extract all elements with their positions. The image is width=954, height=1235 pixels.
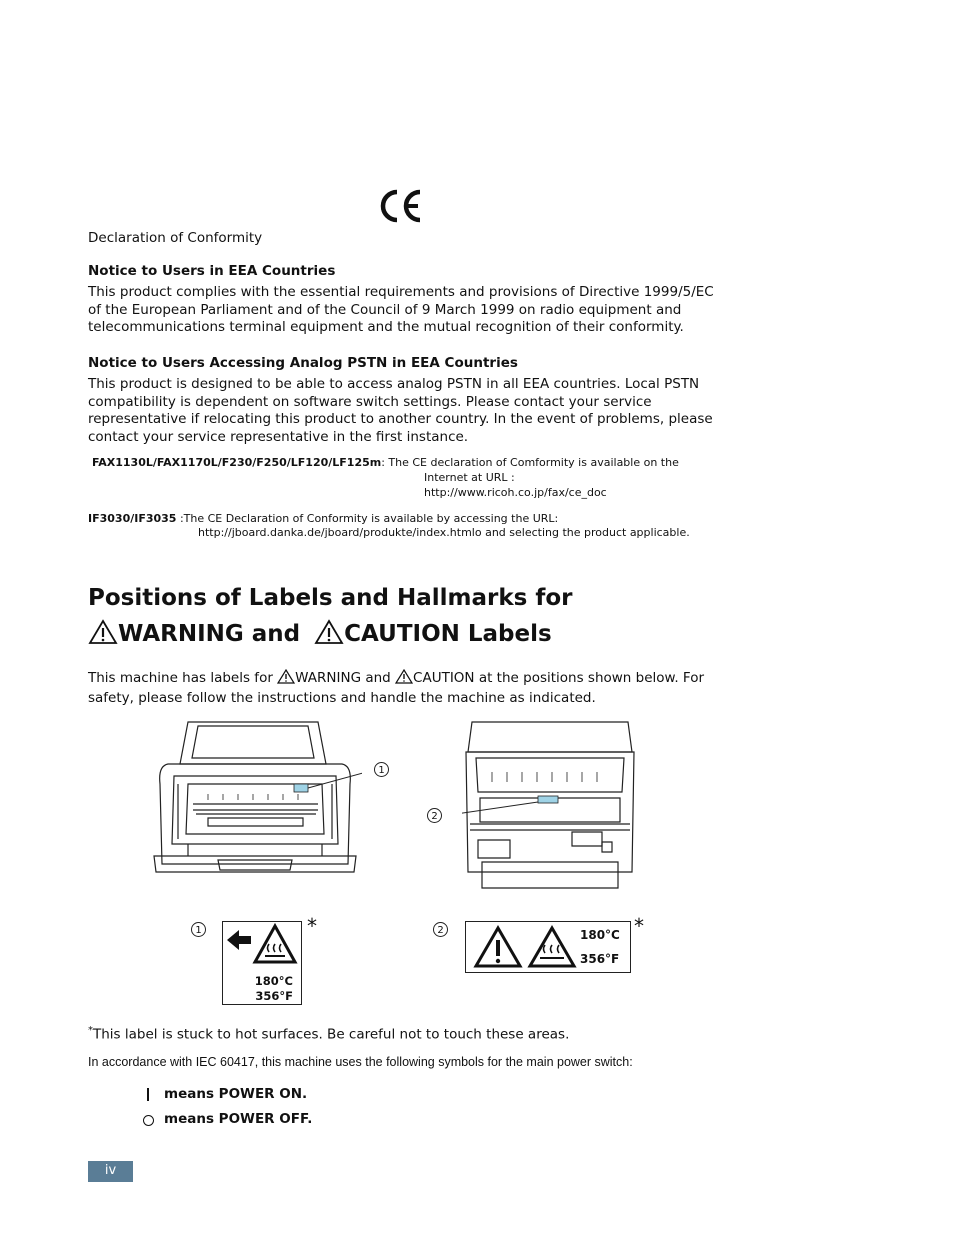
fax-models: FAX1130L/FAX1170L/F230/F250/LF120/LF125m <box>92 456 382 469</box>
eea-paragraph <box>88 284 748 337</box>
warning-triangle-icon <box>88 619 118 656</box>
if-models-note <box>88 512 558 527</box>
fax-url-link[interactable]: http://www.ricoh.co.jp/fax/ce_doc <box>424 486 607 499</box>
caution-triangle-icon <box>314 619 344 656</box>
eea-heading: Notice to Users in EEA Countries <box>88 263 336 279</box>
label-two-temp-f: 356°F <box>580 952 620 966</box>
power-off-icon <box>143 1115 154 1126</box>
intro-caution: CAUTION at the positions shown below. For <box>413 670 705 686</box>
hot-surface-label-two <box>465 921 631 973</box>
warning-small-icon <box>277 669 295 690</box>
footnote-text: This label is stuck to hot surfaces. Be careful not to touch these areas. <box>93 1026 570 1043</box>
fax-note-text: : The CE declaration of Comformity is available on the <box>381 456 679 469</box>
pstn-line: This product is designed to be able to access analog PSTN in all EEA countries. Local PSTN <box>88 376 700 392</box>
label-two-temp-c: 180°C <box>580 928 620 942</box>
fax-models-note <box>92 456 679 471</box>
iec-text: In accordance with IEC 60417, this machine uses the following symbols for the main power switch: <box>88 1055 633 1069</box>
positions-intro <box>88 669 768 707</box>
power-on-text: means POWER ON. <box>164 1086 308 1102</box>
page-number: iv <box>88 1161 133 1182</box>
if-note-text: :The CE Declaration of Conformity is available by accessing the URL: <box>176 512 559 525</box>
caution-small-icon <box>395 669 413 690</box>
callout-two: 2 <box>427 808 442 823</box>
pstn-line: contact your service representative in the first instance. <box>88 428 469 445</box>
ce-mark-icon <box>378 188 424 224</box>
eea-line: This product complies with the essential requirements and provisions of Directive 1999/5/EC <box>88 284 714 300</box>
eea-line: of the European Parliament and of the Council of 9 March 1999 on radio equipment and <box>88 301 682 318</box>
if-models: IF3030/IF3035 <box>88 512 177 525</box>
eea-line: telecommunications terminal equipment and the mutual recognition of their conformity. <box>88 319 684 335</box>
fax-note-text2: Internet at URL : <box>424 471 515 484</box>
intro-text: This machine has labels for <box>88 670 278 686</box>
power-on-icon <box>147 1088 149 1101</box>
power-off-text: means POWER OFF. <box>164 1111 313 1127</box>
declaration-title: Declaration of Conformity <box>88 230 263 246</box>
intro-warning: WARNING and <box>295 670 396 686</box>
printer-front-illustration <box>148 714 362 880</box>
warning-word: WARNING and <box>118 621 301 647</box>
pstn-line: compatibility is dependent on software switch settings. Please contact your service <box>88 393 652 410</box>
intro-line2: safety, please follow the instructions and handle the machine as indicated. <box>88 689 596 706</box>
pstn-paragraph <box>88 376 748 446</box>
pstn-heading: Notice to Users Accessing Analog PSTN in EEA Countries <box>88 355 518 371</box>
section-title-line2 <box>88 616 552 656</box>
pstn-line: representative if relocating this product to another country. In the event of problems, please <box>88 411 713 427</box>
footnote-mark: * <box>88 1025 93 1036</box>
label-two-number: 2 <box>433 922 448 937</box>
label-temp-c: 180°C <box>254 974 293 988</box>
hot-surface-arrow-icon <box>223 922 301 972</box>
footnote <box>88 1022 569 1044</box>
printer-back-illustration <box>462 712 638 892</box>
label-one-asterisk: * <box>307 914 317 938</box>
callout-one: 1 <box>374 762 389 777</box>
if-url-text[interactable]: http://jboard.danka.de/jboard/produkte/index.htmlo and selecting the product applicable. <box>198 526 690 539</box>
label-one-number: 1 <box>191 922 206 937</box>
label-two-asterisk: * <box>634 914 644 938</box>
caution-hot-icon <box>472 925 578 969</box>
caution-word: CAUTION Labels <box>344 621 552 647</box>
section-title: Positions of Labels and Hallmarks for <box>88 585 573 611</box>
hot-surface-label-one <box>222 921 302 1005</box>
label-temp-f: 356°F <box>255 989 293 1003</box>
